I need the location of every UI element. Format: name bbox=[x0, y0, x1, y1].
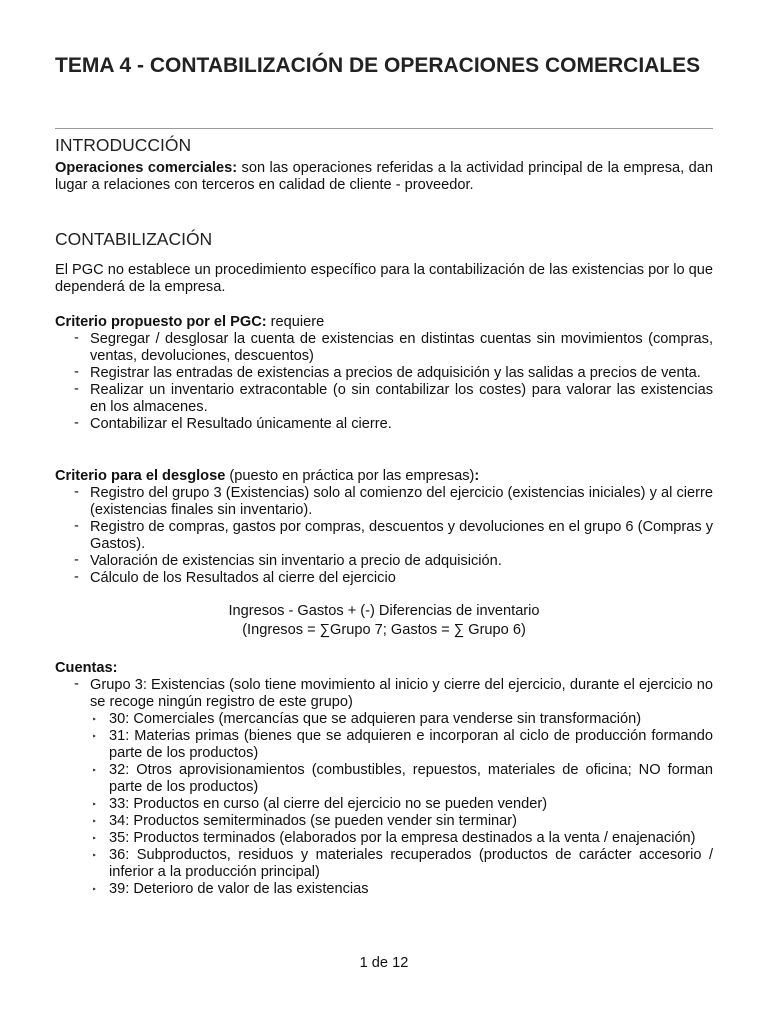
page-number: 1 de 12 bbox=[359, 955, 409, 971]
criterio-desglose-list bbox=[55, 485, 713, 587]
list-item bbox=[55, 331, 713, 365]
triangle-bullet-icon: ‣ bbox=[92, 851, 97, 860]
criterio-pgc-rest: requiere bbox=[266, 314, 325, 330]
list-item-text: Registrar las entradas de existencias a precios de adquisición y las salidas a precios de venta. bbox=[90, 365, 701, 381]
section-heading-introduccion: INTRODUCCIÓN bbox=[55, 135, 192, 155]
cuentas-list bbox=[55, 677, 713, 898]
triangle-bullet-icon: ‣ bbox=[92, 766, 97, 775]
section-heading-contabilizacion: CONTABILIZACIÓN bbox=[55, 229, 213, 249]
criterio-pgc-list bbox=[55, 331, 713, 433]
criterio-desglose-lead bbox=[55, 468, 713, 485]
cuentas-block bbox=[55, 660, 713, 898]
list-item-text: Valoración de existencias sin inventario a precio de adquisición. bbox=[90, 553, 502, 569]
dash-marker: - bbox=[74, 569, 79, 585]
list-item bbox=[55, 485, 713, 519]
sublist-item-text: 35: Productos terminados (elaborados por la empresa destinados a la venta / enajenación) bbox=[109, 830, 696, 846]
sublist-item-text: 30: Comerciales (mercancías que se adquieren para venderse sin transformación) bbox=[109, 711, 642, 727]
list-item bbox=[55, 570, 713, 587]
dash-marker: - bbox=[74, 330, 79, 346]
intro-definition: son las operaciones referidas a la actividad principal de la empresa, dan lugar a relaciones con terceros en calidad de cliente - proveedor. bbox=[55, 160, 714, 193]
contab-paragraph: El PGC no establece un procedimiento específico para la contabilización de las existencias por lo que dependerá de la empresa. bbox=[55, 262, 713, 295]
sublist-item bbox=[55, 881, 713, 898]
triangle-bullet-icon: ‣ bbox=[92, 715, 97, 724]
triangle-bullet-icon: ‣ bbox=[92, 817, 97, 826]
sublist-item bbox=[55, 728, 713, 762]
list-item-text: Registro del grupo 3 (Existencias) solo al comienzo del ejercicio (existencias iniciales) y al cierre (existencias finales sin inventario). bbox=[90, 485, 713, 518]
triangle-bullet-icon: ‣ bbox=[92, 732, 97, 741]
title-divider bbox=[55, 128, 713, 129]
sublist-item bbox=[55, 813, 713, 830]
sublist-item bbox=[55, 830, 713, 847]
list-item bbox=[55, 382, 713, 416]
cuentas-heading bbox=[55, 660, 713, 677]
sublist-item bbox=[55, 796, 713, 813]
document-title: TEMA 4 - CONTABILIZACIÓN DE OPERACIONES COMERCIALES bbox=[55, 54, 701, 77]
list-item bbox=[55, 416, 713, 433]
list-item-text: Registro de compras, gastos por compras, descuentos y devoluciones en el grupo 6 (Compras y Gastos). bbox=[90, 519, 713, 552]
sublist-item bbox=[55, 762, 713, 796]
criterio-desglose-block bbox=[55, 468, 713, 587]
criterio-pgc-lead bbox=[55, 314, 713, 331]
triangle-bullet-icon: ‣ bbox=[92, 834, 97, 843]
triangle-bullet-icon: ‣ bbox=[92, 800, 97, 809]
criterio-pgc-title: Criterio propuesto por el PGC: bbox=[55, 314, 267, 330]
list-item bbox=[55, 553, 713, 570]
dash-marker: - bbox=[74, 415, 79, 431]
intro-paragraph bbox=[55, 160, 713, 194]
list-item bbox=[55, 677, 713, 898]
dash-marker: - bbox=[74, 364, 79, 380]
triangle-bullet-icon: ‣ bbox=[92, 885, 97, 894]
cuentas-sublist bbox=[55, 711, 713, 898]
cuentas-heading-text: Cuentas: bbox=[55, 660, 118, 676]
criterio-pgc-block bbox=[55, 314, 713, 433]
criterio-desglose-colon: : bbox=[474, 468, 480, 484]
dash-marker: - bbox=[74, 484, 79, 500]
dash-marker: - bbox=[74, 381, 79, 397]
list-item bbox=[55, 365, 713, 382]
dash-marker: - bbox=[74, 518, 79, 534]
list-item-text: Segregar / desglosar la cuenta de existencias en distintas cuentas sin movimientos (compras, ventas, devoluciones, descuentos) bbox=[90, 331, 713, 364]
sublist-item-text: 36: Subproductos, residuos y materiales recuperados (productos de carácter accesorio / inferior a la producción principal) bbox=[109, 847, 713, 880]
sublist-item-text: 33: Productos en curso (al cierre del ejercicio no se pueden vender) bbox=[109, 796, 548, 812]
sublist-item-text: 31: Materias primas (bienes que se adquieren e incorporan al ciclo de producción formando parte de los productos) bbox=[109, 728, 713, 761]
sublist-item-text: 39: Deterioro de valor de las existencias bbox=[109, 881, 369, 897]
list-item-text: Realizar un inventario extracontable (o sin contabilizar los costes) para valorar las existencias en los almacenes. bbox=[90, 382, 713, 415]
sublist-item bbox=[55, 711, 713, 728]
sublist-item bbox=[55, 847, 713, 881]
intro-term: Operaciones comerciales: bbox=[55, 160, 238, 176]
list-item-text: Grupo 3: Existencias (solo tiene movimiento al inicio y cierre del ejercicio, durante el ejercicio no se recoge ningún registro de este grupo) bbox=[90, 677, 713, 710]
list-item-text: Contabilizar el Resultado únicamente al cierre. bbox=[90, 416, 392, 432]
criterio-desglose-title: Criterio para el desglose bbox=[55, 468, 226, 484]
sublist-item-text: 34: Productos semiterminados (se pueden vender sin terminar) bbox=[109, 813, 518, 829]
formula-line-1: Ingresos - Gastos + (-) Diferencias de inventario bbox=[228, 603, 540, 619]
formula-line-2: (Ingresos = ∑Grupo 7; Gastos = ∑ Grupo 6) bbox=[242, 622, 526, 638]
sublist-item-text: 32: Otros aprovisionamientos (combustibles, repuestos, materiales de oficina; NO forman parte de los productos) bbox=[109, 762, 713, 795]
list-item bbox=[55, 519, 713, 553]
criterio-desglose-rest: (puesto en práctica por las empresas) bbox=[225, 468, 475, 484]
dash-marker: - bbox=[74, 676, 79, 692]
dash-marker: - bbox=[74, 552, 79, 568]
list-item-text: Cálculo de los Resultados al cierre del ejercicio bbox=[90, 570, 396, 586]
